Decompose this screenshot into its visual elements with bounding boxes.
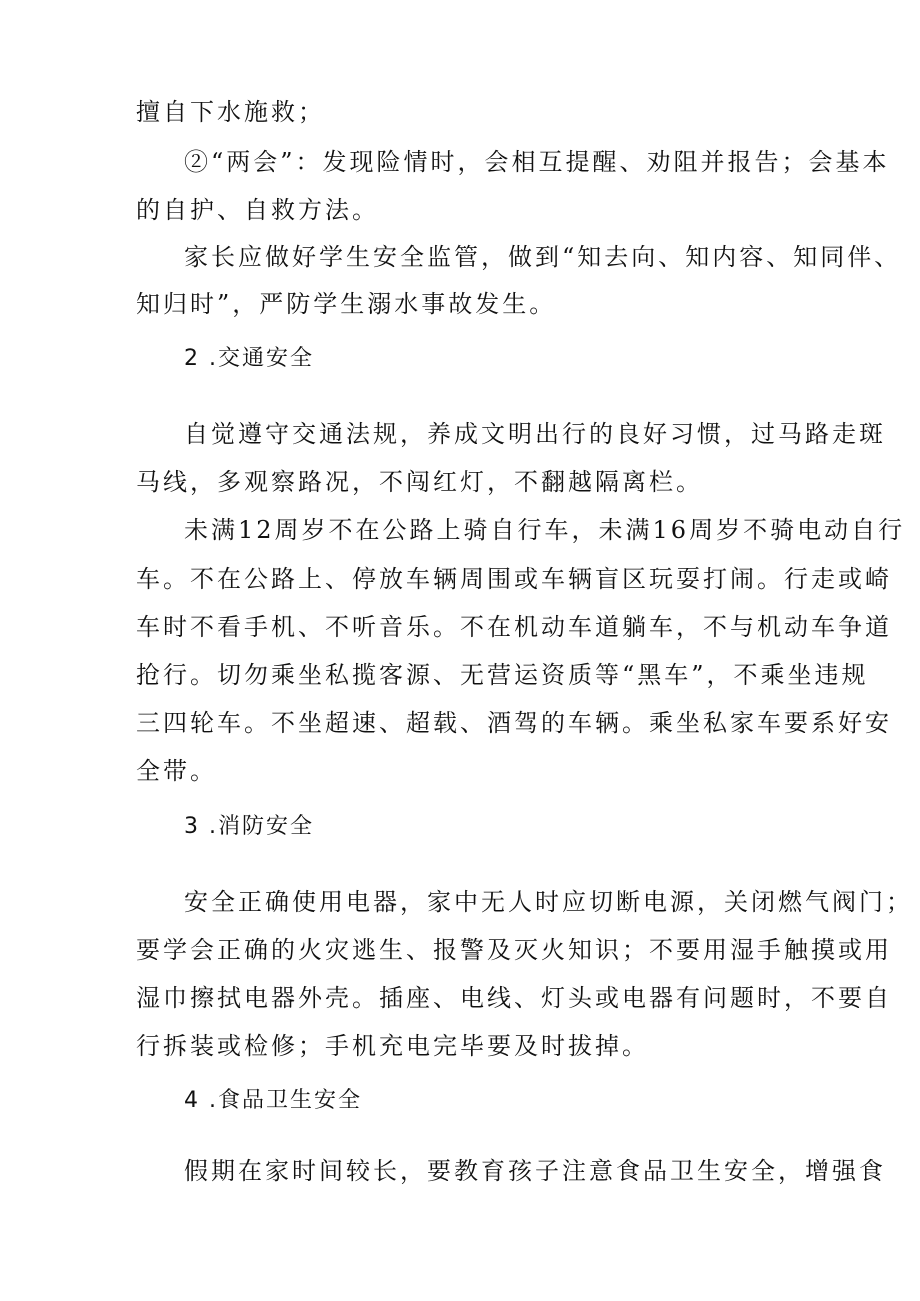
text-line: 自觉遵守交通法规，养成文明出行的良好习惯，过马路走斑	[184, 420, 886, 448]
text-line: 知归时”，严防学生溺水事故发生。	[136, 290, 557, 318]
text-line: 未满12周岁不在公路上骑自行车，未满16周岁不骑电动自行	[184, 516, 906, 544]
text-line: 全带。	[136, 757, 217, 785]
text-line: 擅自下水施救；	[136, 98, 325, 126]
text-line: 车。不在公路上、停放车辆周围或车辆盲区玩耍打闹。行走或崎	[136, 565, 892, 593]
text-line: 的自护、自救方法。	[136, 196, 379, 224]
text-line: 安全正确使用电器，家中无人时应切断电源，关闭燃气阀门；	[184, 888, 913, 916]
text-line: 车时不看手机、不听音乐。不在机动车道躺车，不与机动车争道	[136, 613, 892, 641]
text-line: 湿巾擦拭电器外壳。插座、电线、灯头或电器有问题时，不要自	[136, 984, 892, 1012]
text-line: 假期在家时间较长，要教育孩子注意食品卫生安全，增强食	[184, 1157, 886, 1185]
text-line: 三四轮车。不坐超速、超载、酒驾的车辆。乘坐私家车要系好安	[136, 709, 892, 737]
section-heading-traffic: 2 .交通安全	[184, 346, 314, 371]
text-line: 行拆装或检修；手机充电完毕要及时拔掉。	[136, 1032, 649, 1060]
text-line: ②“两会”：发现险情时，会相互提醒、劝阻并报告；会基本	[184, 148, 890, 176]
section-heading-fire: 3 .消防安全	[184, 814, 314, 839]
text-line: 家长应做好学生安全监管，做到“知去向、知内容、知同伴、	[184, 243, 902, 271]
text-line: 马线，多观察路况，不闯红灯，不翻越隔离栏。	[136, 468, 703, 496]
text-line: 抢行。切勿乘坐私揽客源、无营运资质等“黑车”，不乘坐违规	[136, 661, 869, 689]
section-heading-food: 4 .食品卫生安全	[184, 1088, 362, 1113]
text-line: 要学会正确的火灾逃生、报警及灭火知识；不要用湿手触摸或用	[136, 936, 892, 964]
